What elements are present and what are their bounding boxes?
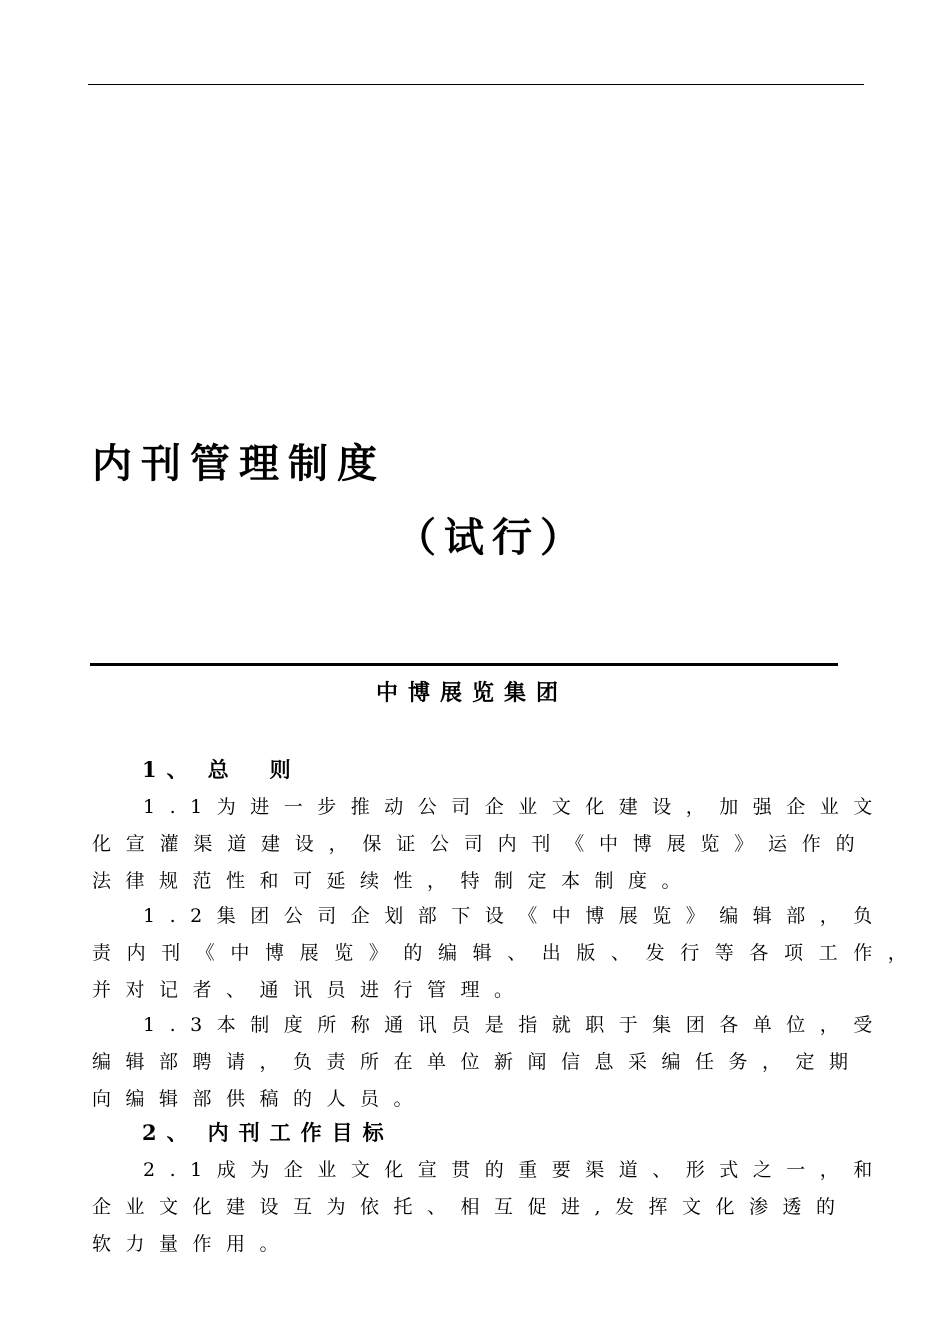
section-heading-text: 内刊工作目标 bbox=[207, 1120, 394, 1145]
section-heading-text: 总 则 bbox=[207, 757, 301, 782]
paragraph-line: 1.1为进一步推动公司企业文化建设，加强企业文 bbox=[143, 796, 887, 818]
paragraph-line: 2.1成为企业文化宣贯的重要渠道、形式之一，和 bbox=[143, 1159, 887, 1181]
paragraph-line: 编辑部聘请，负责所在单位新闻信息采编任务，定期 bbox=[92, 1051, 863, 1073]
header-rule bbox=[88, 84, 864, 85]
paragraph-line: 并对记者、通讯员进行管理。 bbox=[92, 979, 528, 1001]
document-title: 内刊管理制度 bbox=[92, 441, 386, 487]
paragraph-line: 责内刊《中博展览》的编辑、出版、发行等各项工作， bbox=[92, 942, 923, 964]
section-heading-number: 1、 bbox=[142, 757, 198, 782]
paragraph-line: 企业文化建设互为依托、相互促进,发挥文化渗透的 bbox=[92, 1196, 850, 1218]
section-heading-1 bbox=[142, 756, 301, 784]
paragraph-line: 法律规范性和可延续性，特制定本制度。 bbox=[92, 870, 696, 892]
title-divider bbox=[90, 663, 838, 666]
paragraph-line: 软力量作用。 bbox=[92, 1233, 294, 1255]
section-heading-number: 2、 bbox=[142, 1120, 198, 1145]
paragraph-line: 1.3本制度所称通讯员是指就职于集团各单位，受 bbox=[143, 1014, 887, 1036]
section-heading-2 bbox=[142, 1119, 394, 1147]
paragraph-line: 化宣灌渠道建设，保证公司内刊《中博展览》运作的 bbox=[92, 833, 870, 855]
document-subtitle: （试行） bbox=[396, 515, 588, 561]
paragraph-line: 向编辑部供稿的人员。 bbox=[92, 1088, 428, 1110]
company-name: 中博展览集团 bbox=[376, 680, 569, 706]
paragraph-line: 1.2集团公司企划部下设《中博展览》编辑部，负 bbox=[143, 905, 887, 927]
